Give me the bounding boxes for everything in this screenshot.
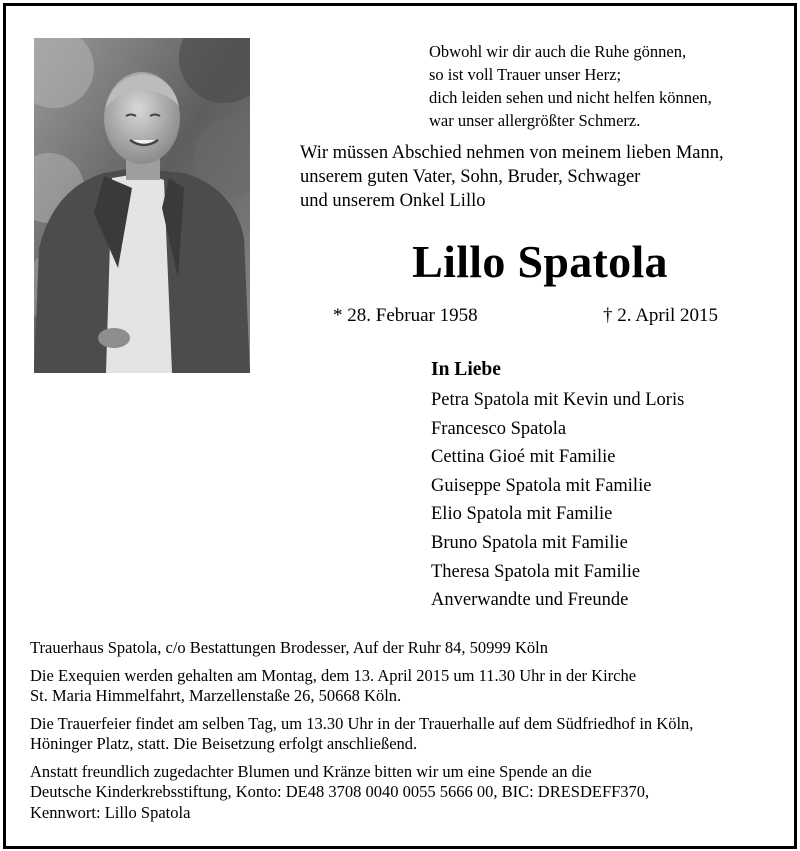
- death-date: † 2. April 2015: [603, 305, 719, 326]
- poem-line: Obwohl wir dir auch die Ruhe gönnen,: [429, 42, 687, 61]
- intro-line: Wir müssen Abschied nehmen von meinem lieben Mann,: [300, 143, 724, 163]
- mourner-name: Theresa Spatola mit Familie: [431, 561, 641, 582]
- ceremony-line: Höninger Platz, statt. Die Beisetzung erfolgt anschließend.: [30, 734, 418, 753]
- mourner-name: Bruno Spatola mit Familie: [431, 532, 628, 553]
- ceremony-notice: [30, 714, 790, 755]
- mourners-block: [431, 354, 781, 615]
- mourner-name: Francesco Spatola: [431, 418, 567, 439]
- donation-line: Deutsche Kinderkrebsstiftung, Konto: DE48 3708 0040 0055 5666 00, BIC: DRESDEFF370,: [30, 782, 650, 801]
- exequies-line: Die Exequien werden gehalten am Montag, dem 13. April 2015 um 11.30 Uhr in der Kirche: [30, 665, 637, 685]
- portrait-illustration: [34, 38, 250, 373]
- mourner-name: Guiseppe Spatola mit Familie: [431, 475, 652, 496]
- mourners-list: [431, 386, 781, 615]
- poem: [429, 40, 769, 132]
- poem-line: so ist voll Trauer unser Herz;: [429, 65, 622, 84]
- mourner-name: Cettina Gioé mit Familie: [431, 447, 616, 468]
- intro-line: und unserem Onkel Lillo: [300, 191, 486, 211]
- address-line: Trauerhaus Spatola, c/o Bestattungen Brodesser, Auf der Ruhr 84, 50999 Köln: [30, 638, 548, 657]
- donation-notice: [30, 762, 790, 824]
- exequies-line: St. Maria Himmelfahrt, Marzellenstaße 26, 50668 Köln.: [30, 686, 402, 705]
- donation-line: Anstatt freundlich zugedachter Blumen und Kränze bitten wir um eine Spende an die: [30, 761, 592, 781]
- mourners-heading: In Liebe: [431, 359, 501, 380]
- donation-line: Kennwort: Lillo Spatola: [30, 802, 191, 822]
- mourner-name: Anverwandte und Freunde: [431, 590, 629, 611]
- farewell-intro: [300, 141, 780, 213]
- mourning-house-address: [30, 638, 790, 659]
- mourner-name: Petra Spatola mit Kevin und Loris: [431, 390, 685, 410]
- deceased-name: Lillo Spatola: [412, 236, 668, 287]
- intro-line: unserem guten Vater, Sohn, Bruder, Schwager: [300, 167, 641, 187]
- obituary-frame: [3, 3, 797, 849]
- service-info: [30, 638, 790, 830]
- mourner-name: Elio Spatola mit Familie: [431, 504, 613, 525]
- exequies-notice: [30, 666, 790, 707]
- birth-date: * 28. Februar 1958: [333, 305, 478, 326]
- poem-line: war unser allergrößter Schmerz.: [429, 111, 641, 130]
- poem-line: dich leiden sehen und nicht helfen können,: [429, 88, 712, 107]
- ceremony-line: Die Trauerfeier findet am selben Tag, um 13.30 Uhr in der Trauerhalle auf dem Südfriedhof in Köln,: [30, 713, 694, 733]
- portrait-photo: [34, 38, 250, 373]
